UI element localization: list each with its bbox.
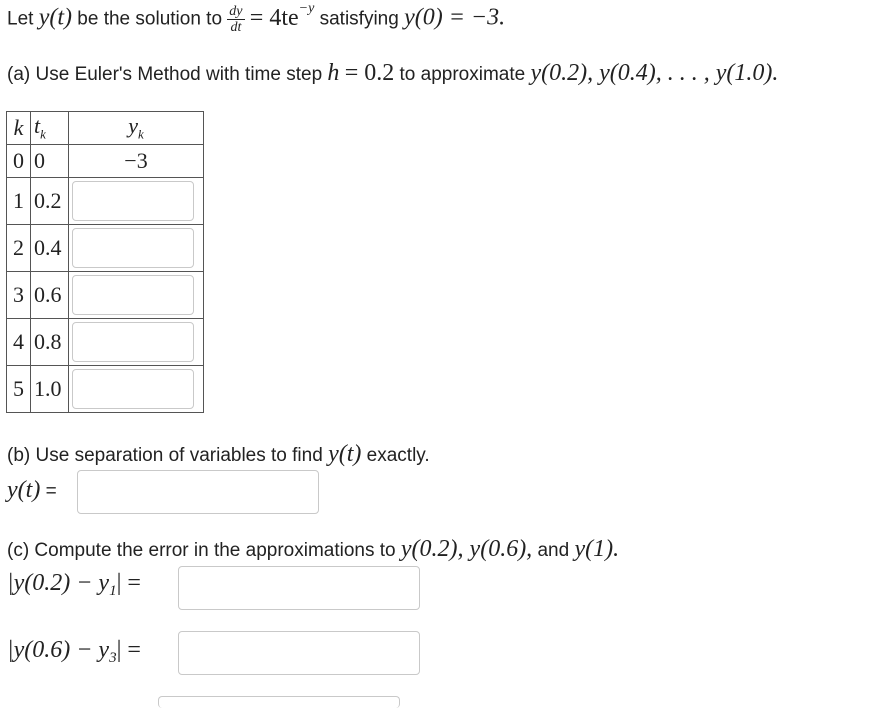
y1-input[interactable] (72, 181, 194, 221)
header-y (69, 112, 204, 145)
part-a-targets: y(0.2), y(0.4), . . . , y(1.0). (530, 60, 779, 86)
error3-label (7, 637, 141, 667)
row-k: 3 (7, 272, 31, 319)
y3-input[interactable] (72, 275, 194, 315)
header-y-sub: k (137, 126, 144, 142)
fraction-denominator: dt (230, 20, 242, 35)
error-y06-input[interactable] (178, 631, 420, 675)
header-t-sub: k (40, 126, 46, 142)
row-k: 1 (7, 178, 31, 225)
row-t: 1.0 (31, 366, 69, 413)
table-header-row (7, 112, 204, 145)
y5-input[interactable] (72, 369, 194, 409)
ode-rhs (249, 0, 315, 31)
error1-label (7, 570, 141, 600)
part-a-middle: to approximate (399, 64, 526, 85)
part-a-prefix: (a) Use Euler's Method with time step (7, 64, 323, 85)
error-y02-input[interactable] (178, 566, 420, 610)
part-b-suffix: exactly. (366, 445, 430, 466)
y-of-t: y(t) (38, 4, 73, 31)
h-value: = 0.2 (344, 60, 395, 86)
error3-sub: 3 (109, 649, 117, 666)
header-k (7, 112, 31, 145)
part-a-text (7, 60, 778, 87)
header-t (31, 112, 69, 145)
table-row (7, 366, 204, 413)
initial-condition: y(0) = −3. (404, 4, 506, 31)
part-b-text (7, 441, 430, 468)
part-c-targets: y(0.2), y(0.6), (400, 536, 533, 562)
table-row (7, 272, 204, 319)
y2-input[interactable] (72, 228, 194, 268)
euler-table (6, 111, 204, 413)
part-b-y-of-t: y(t) (328, 441, 362, 467)
table-row (7, 145, 204, 178)
part-c-last: y(1). (574, 536, 620, 562)
dy-dt-fraction (227, 4, 244, 35)
row-t: 0.2 (31, 178, 69, 225)
part-b-answer-label (7, 477, 57, 504)
row-t: 0.4 (31, 225, 69, 272)
row-k: 2 (7, 225, 31, 272)
error1-end: | = (116, 570, 141, 596)
error3-expr: |y(0.6) − y (7, 637, 110, 663)
rhs-main: = 4te (249, 4, 299, 31)
part-c-and: and (537, 540, 570, 561)
part-c-prefix: (c) Compute the error in the approximations to (7, 540, 396, 561)
problem-statement (7, 0, 506, 35)
intro-text-2: be the solution to (77, 8, 223, 30)
h-symbol: h (327, 60, 340, 86)
table-row (7, 319, 204, 366)
part-b-prefix: (b) Use separation of variables to find (7, 445, 323, 466)
row-t: 0.8 (31, 319, 69, 366)
header-k-label: k (13, 115, 24, 140)
error-y1-input[interactable] (158, 696, 400, 708)
error1-sub: 1 (109, 582, 117, 599)
exact-solution-input[interactable] (77, 470, 319, 514)
error1-expr: |y(0.2) − y (7, 570, 110, 596)
fraction-numerator: dy (229, 4, 243, 19)
row-k: 0 (7, 145, 31, 178)
error3-end: | = (116, 637, 141, 663)
row-k: 5 (7, 366, 31, 413)
row-t: 0.6 (31, 272, 69, 319)
rhs-exponent: −y (298, 0, 315, 16)
row-t: 0 (31, 145, 69, 178)
header-t-label: t (34, 113, 41, 139)
table-row (7, 225, 204, 272)
row-y-initial: −3 (69, 145, 204, 178)
row-k: 4 (7, 319, 31, 366)
part-c-text (7, 536, 619, 563)
satisfying-text: satisfying (319, 8, 399, 30)
yt-label: y(t) (7, 477, 41, 503)
table-row (7, 178, 204, 225)
equals-sign: = (45, 481, 57, 502)
header-y-label: y (128, 113, 138, 139)
y4-input[interactable] (72, 322, 194, 362)
intro-text: Let (7, 8, 34, 30)
